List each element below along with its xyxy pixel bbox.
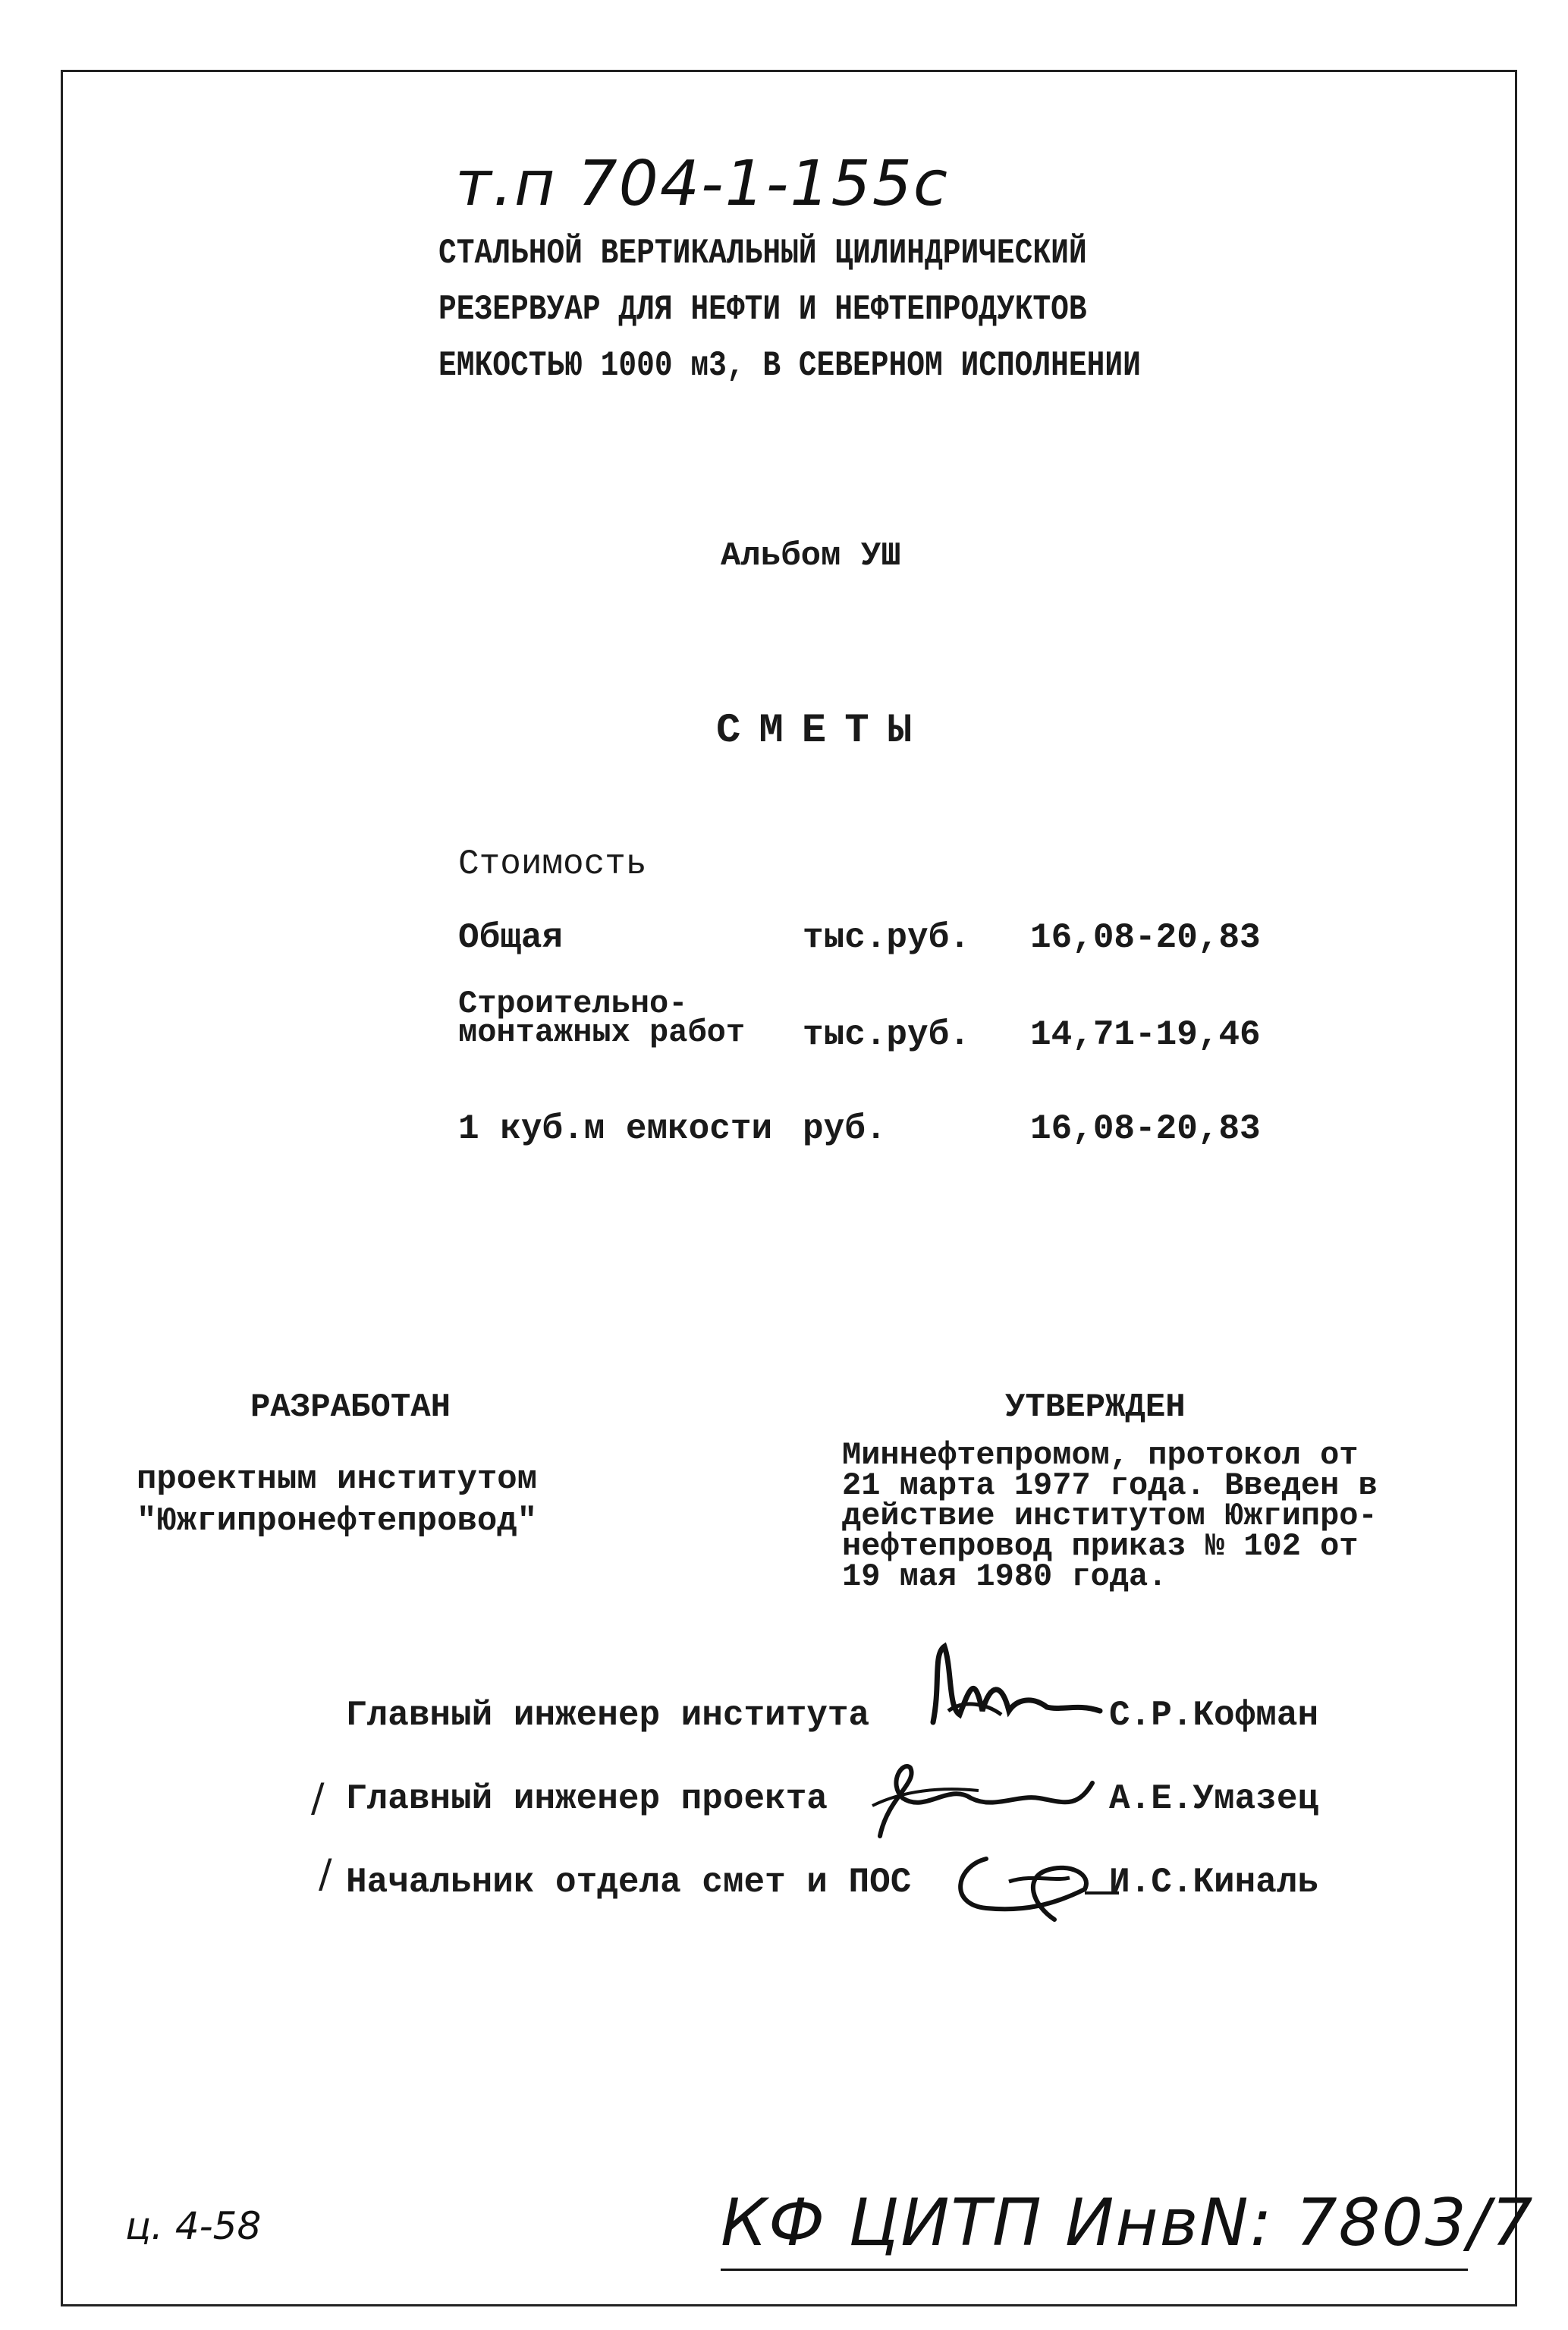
developed-line-2: "Южгипронефтепровод" [137, 1502, 538, 1540]
signature-name-2: А.Е.Умазец [1109, 1779, 1319, 1819]
margin-slash-1: / [311, 1775, 325, 1821]
album-label: Альбом УШ [721, 537, 901, 575]
approved-heading: УТВЕРЖДЕН [1005, 1388, 1186, 1426]
cost-row-construction-unit: тыс.руб. [803, 1015, 970, 1055]
title-line-1: СТАЛЬНОЙ ВЕРТИКАЛЬНЫЙ ЦИЛИНДРИЧЕСКИЙ [438, 234, 1087, 273]
cost-row-construction-value: 14,71-19,46 [1030, 1015, 1261, 1055]
project-code: т.п 704-1-155с [455, 148, 949, 220]
archive-stamp-underline [721, 2269, 1468, 2271]
approved-line-2: 21 марта 1977 года. Введен в [842, 1467, 1378, 1504]
cost-row-total-unit: тыс.руб. [803, 918, 970, 957]
corner-handwritten-note: ц. 4-58 [125, 2204, 262, 2248]
approved-line-5: 19 мая 1980 года. [842, 1558, 1167, 1595]
cost-row-construction-name-2: монтажных работ [458, 1014, 746, 1051]
signature-title-head-estimates: Начальник отдела смет и ПОС [346, 1863, 912, 1902]
signature-title-chief-engineer-project: Главный инженер проекта [346, 1779, 828, 1819]
signature-name-1: С.Р.Кофман [1109, 1696, 1319, 1735]
title-line-3: ЕМКОСТЬЮ 1000 м3, В СЕВЕРНОМ ИСПОЛНЕНИИ [438, 346, 1141, 385]
approved-line-1: Миннефтепромом, протокол от [842, 1437, 1359, 1473]
cost-row-cubic-unit: руб. [803, 1109, 887, 1149]
archive-stamp: КФ ЦИТП ИнвN: 7803/7 [721, 2185, 1535, 2261]
cost-row-construction-name-1: Строительно- [458, 986, 688, 1022]
cost-row-cubic-name: 1 куб.м емкости [458, 1109, 773, 1149]
signature-name-3: И.С.Киналь [1109, 1863, 1319, 1902]
signature-title-chief-engineer-institute: Главный инженер института [346, 1696, 870, 1735]
cost-label: Стоимость [458, 844, 647, 884]
approved-line-3: действие институтом Южгипро- [842, 1498, 1378, 1534]
document-heading: СМЕТЫ [716, 708, 931, 754]
margin-slash-2: / [319, 1851, 332, 1897]
title-line-2: РЕЗЕРВУАР ДЛЯ НЕФТИ И НЕФТЕПРОДУКТОВ [438, 290, 1087, 329]
page-border [61, 70, 1517, 2306]
approved-line-4: нефтепровод приказ № 102 от [842, 1528, 1359, 1564]
handwritten-signature-3 [941, 1836, 1123, 1935]
developed-heading: РАЗРАБОТАН [250, 1388, 451, 1426]
cost-row-cubic-value: 16,08-20,83 [1030, 1109, 1261, 1149]
cost-row-total-name: Общая [458, 918, 564, 957]
handwritten-signature-1 [918, 1639, 1115, 1745]
developed-line-1: проектным институтом [137, 1461, 538, 1498]
cost-row-total-value: 16,08-20,83 [1030, 918, 1261, 957]
